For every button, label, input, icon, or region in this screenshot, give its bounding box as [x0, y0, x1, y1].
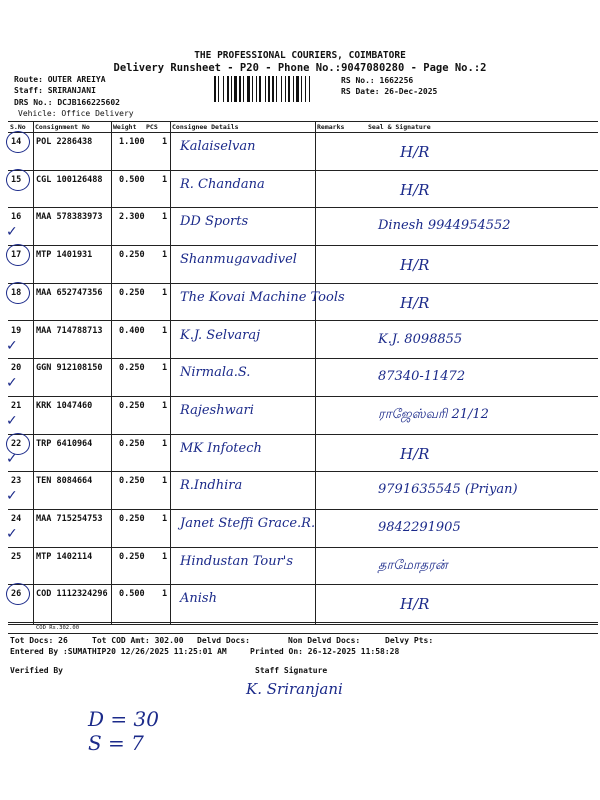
row-pcs: 1	[162, 137, 168, 147]
row-signature-handwritten: H/R	[400, 444, 430, 463]
row-weight: 0.400	[119, 325, 145, 336]
row-sno: 16	[11, 212, 22, 223]
barcode-bar	[223, 76, 224, 102]
row-circle-mark	[6, 244, 30, 266]
table-row	[0, 133, 600, 171]
row-check-mark: ✓	[6, 224, 18, 241]
row-sno: 20	[11, 363, 22, 374]
rs-date: RS Date: 26-Dec-2025	[341, 87, 438, 96]
barcode-bar	[265, 76, 266, 102]
barcode-bar	[218, 76, 219, 102]
row-pcs: 1	[162, 363, 168, 374]
row-pcs: 1	[162, 250, 168, 261]
barcode-bar	[234, 76, 237, 102]
entered-by: Entered By :SUMATHIP20 12/26/2025 11:25:01 AM	[10, 647, 227, 656]
company-name: THE PROFESSIONAL COURIERS, COIMBATORE	[194, 50, 406, 61]
row-check-mark: ✓	[6, 450, 18, 467]
row-divider	[8, 622, 598, 623]
row-weight: 0.250	[119, 438, 145, 449]
row-weight: 0.500	[119, 589, 145, 600]
row-check-mark: ✓	[6, 412, 18, 429]
barcode-bar	[259, 76, 261, 102]
staff-signature-label: Staff Signature	[255, 666, 328, 675]
col-consignee: Consignee Details	[172, 123, 239, 131]
barcode-bar	[272, 76, 274, 102]
tot-docs: Tot Docs: 26	[10, 636, 68, 645]
row-consignee-handwritten: Janet Steffi Grace.R.	[180, 516, 316, 531]
row-consignment-no: COD 1112324296	[36, 589, 108, 600]
table-row	[0, 322, 600, 360]
row-signature-handwritten: தாமோதரன்	[378, 557, 448, 573]
row-sno: 18	[11, 287, 22, 298]
table-row	[0, 171, 600, 209]
row-signature-handwritten: ராஜேஸ்வரி 21/12	[378, 406, 489, 422]
row-sno: 21	[11, 400, 22, 411]
row-weight: 2.300	[119, 212, 145, 223]
row-consignment-no: TRP 6410964	[36, 438, 93, 449]
tally-signed: S = 7	[88, 731, 144, 755]
table-row	[0, 359, 600, 397]
delvy-pts: Delvy Pts:	[385, 636, 434, 645]
col-signature: Seal & Signature	[368, 123, 431, 131]
row-circle-mark	[6, 169, 30, 191]
table-row	[0, 397, 600, 435]
barcode-bar	[288, 76, 290, 102]
route-label: Route: OUTER AREIYA	[14, 75, 106, 84]
verified-by: Verified By	[10, 666, 63, 675]
row-sno: 22	[11, 438, 22, 449]
row-sno: 17	[11, 250, 22, 261]
row-sno: 25	[11, 551, 22, 562]
row-signature-handwritten: H/R	[400, 256, 430, 275]
row-signature-handwritten: Dinesh 9944954552	[378, 218, 511, 234]
row-pcs: 1	[162, 174, 168, 185]
row-consignee-handwritten: The Kovai Machine Tools	[180, 289, 345, 305]
barcode-bar	[231, 76, 232, 102]
row-consignment-no: MAA 578383973	[36, 212, 103, 223]
row-pcs: 1	[162, 287, 168, 298]
row-consignee-handwritten: Anish	[180, 591, 217, 607]
barcode-graphic	[214, 76, 336, 102]
rs-number: RS No.: 1662256	[341, 76, 414, 85]
row-weight: 0.250	[119, 287, 145, 298]
row-signature-handwritten: 87340-11472	[378, 369, 466, 385]
barcode-bar	[276, 76, 277, 102]
row-consignee-handwritten: Rajeshwari	[180, 402, 254, 418]
printed-on: Printed On: 26-12-2025 11:58:28	[250, 647, 400, 656]
row-weight: 0.250	[119, 476, 145, 487]
row-consignment-no: GGN 912108150	[36, 363, 103, 374]
staff-signature-handwritten: K. Sriranjani	[246, 680, 343, 698]
table-row	[0, 510, 600, 548]
row-weight: 0.250	[119, 551, 145, 562]
row-weight: 0.250	[119, 514, 145, 524]
row-consignment-no: TEN 8084664	[36, 476, 93, 487]
row-consignment-no: KRK 1047460	[36, 400, 93, 411]
row-consignee-handwritten: Hindustan Tour's	[180, 553, 294, 569]
row-signature-handwritten: 9791635545 (Priyan)	[378, 482, 518, 498]
row-consignment-no: MAA 714788713	[36, 325, 103, 336]
row-check-mark: ✓	[6, 488, 18, 505]
row-consignee-handwritten: MK Infotech	[180, 440, 262, 456]
col-consignment: Consignment No	[35, 123, 90, 131]
row-pcs: 1	[162, 476, 168, 487]
row-consignee-handwritten: R. Chandana	[180, 176, 265, 192]
row-pcs: 1	[162, 589, 168, 600]
barcode-bar	[247, 76, 250, 102]
staff-label: Staff: SRIRANJANI	[14, 86, 96, 95]
row-weight: 0.250	[119, 250, 145, 261]
row-circle-mark	[6, 282, 30, 304]
row-check-mark: ✓	[6, 337, 18, 354]
vehicle-label: Vehicle: Office Delivery	[18, 109, 134, 118]
row-consignment-no: MAA 715254753	[36, 514, 103, 524]
row-consignee-handwritten: R.Indhira	[180, 478, 243, 494]
row-signature-handwritten: 9842291905	[378, 520, 461, 535]
row-consignment-no: MTP 1401931	[36, 250, 93, 261]
delvd-docs: Delvd Docs:	[197, 636, 250, 645]
tally-delivered: D = 30	[88, 707, 159, 731]
row-consignee-handwritten: Shanmugavadivel	[180, 252, 297, 268]
row-circle-mark	[6, 131, 30, 153]
runsheet-title: Delivery Runsheet - P20 - Phone No.:9047080280 - Page No.:2	[113, 62, 487, 74]
barcode-bar	[293, 76, 294, 102]
row-pcs: 1	[162, 212, 168, 223]
table-row	[0, 435, 600, 473]
barcode-bar	[296, 76, 299, 102]
table-row	[0, 585, 600, 623]
row-signature-handwritten: H/R	[400, 595, 430, 614]
row-weight: 1.100	[119, 137, 145, 147]
row-check-mark: ✓	[6, 526, 18, 542]
row-consignee-handwritten: K.J. Selvaraj	[180, 327, 261, 343]
table-row	[0, 472, 600, 510]
barcode-bar	[239, 76, 241, 102]
row-circle-mark	[6, 583, 30, 605]
barcode-bar	[268, 76, 270, 102]
row-consignment-no: POL 2286438	[36, 137, 93, 147]
barcode-bar	[285, 76, 286, 102]
col-remarks: Remarks	[317, 123, 345, 131]
barcode-bar	[305, 76, 306, 102]
row-pcs: 1	[162, 325, 168, 336]
col-sno: S.No	[10, 123, 26, 131]
row-signature-handwritten: H/R	[400, 293, 430, 312]
row-weight: 0.250	[119, 363, 145, 374]
barcode-bar	[227, 76, 229, 102]
drs-label: DRS No.: DCJB166225602	[14, 98, 120, 107]
row-pcs: 1	[162, 438, 168, 449]
non-delvd-docs: Non Delvd Docs:	[288, 636, 361, 645]
row-sno: 23	[11, 476, 22, 487]
row-consignee-handwritten: Nirmala.S.	[180, 365, 251, 381]
row-sno: 19	[11, 325, 22, 336]
row-pcs: 1	[162, 400, 168, 411]
row-weight: 0.250	[119, 400, 145, 411]
table-row	[0, 284, 600, 322]
barcode-bar	[309, 76, 310, 102]
barcode	[214, 76, 336, 102]
row-pcs: 1	[162, 514, 168, 524]
row-check-mark: ✓	[6, 375, 18, 392]
row-consignee-handwritten: Kalaiselvan	[180, 139, 256, 154]
tot-cod: Tot COD Amt: 302.00	[92, 636, 184, 645]
row-signature-handwritten: K.J. 8098855	[378, 331, 463, 347]
row-signature-handwritten: H/R	[400, 143, 430, 161]
barcode-bar	[252, 76, 253, 102]
row-consignment-no: MTP 1402114	[36, 551, 93, 562]
barcode-bar	[214, 76, 216, 102]
row-sno: 24	[11, 514, 22, 524]
barcode-bar	[256, 76, 257, 102]
barcode-bar	[281, 76, 282, 102]
row-weight: 0.500	[119, 174, 145, 185]
table-row	[0, 548, 600, 586]
row-consignment-no: CGL 100126488	[36, 174, 103, 185]
barcode-bar	[243, 76, 244, 102]
col-weight: Weight	[113, 123, 137, 131]
row-signature-handwritten: H/R	[400, 180, 430, 199]
col-pcs: PCS	[146, 123, 158, 131]
row-sno: 14	[11, 137, 22, 147]
table-row	[0, 246, 600, 284]
row-pcs: 1	[162, 551, 168, 562]
row-sno: 26	[11, 589, 22, 600]
row-consignment-no: MAA 652747356	[36, 287, 103, 298]
barcode-bar	[301, 76, 302, 102]
row-consignee-handwritten: DD Sports	[180, 214, 249, 230]
cod-note: COD Rs.302.00	[36, 625, 80, 631]
table-row	[0, 208, 600, 246]
row-sno: 15	[11, 174, 22, 185]
